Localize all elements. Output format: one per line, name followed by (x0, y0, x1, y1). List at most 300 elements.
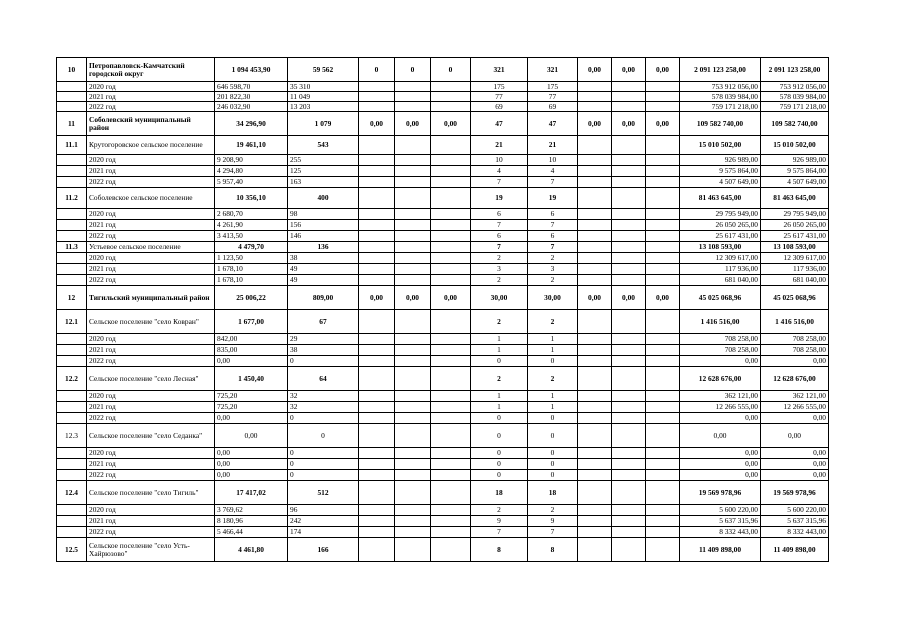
cell-col-5 (359, 402, 395, 413)
cell-col-7 (431, 253, 471, 264)
cell-row-number (57, 82, 87, 92)
cell-col-5 (359, 92, 395, 102)
cell-col-7 (431, 356, 471, 367)
cell-row-number (57, 102, 87, 112)
cell-area: 646 598,70 (215, 82, 288, 92)
cell-col-5 (359, 310, 395, 334)
cell-name: Сельское поселение "село Усть-Хайрюзово" (87, 538, 215, 562)
cell-col-12 (646, 356, 680, 367)
cell-name: 2022 год (87, 470, 215, 481)
cell-col-7 (431, 136, 471, 155)
cell-area: 9 208,90 (215, 155, 288, 166)
cell-col-12 (646, 470, 680, 481)
cell-area: 19 461,10 (215, 136, 288, 155)
cell-col-7 (431, 231, 471, 242)
cell-amount-sum: 926 989,00 (761, 155, 829, 166)
cell-population: 38 (288, 345, 359, 356)
cell-population: 512 (288, 481, 359, 505)
cell-col-11 (612, 413, 646, 424)
cell-col-11 (612, 459, 646, 470)
cell-col-10 (578, 209, 612, 220)
cell-amount-sum: 15 010 502,00 (761, 136, 829, 155)
cell-col-11 (612, 527, 646, 538)
cell-amount-sum: 5 637 315,96 (761, 516, 829, 527)
cell-count-b: 321 (528, 58, 578, 82)
cell-col-7 (431, 538, 471, 562)
cell-row-number (57, 391, 87, 402)
cell-count-a: 2 (471, 253, 528, 264)
cell-col-5 (359, 264, 395, 275)
year-row (57, 177, 829, 188)
cell-count-a: 0 (471, 459, 528, 470)
cell-count-b: 6 (528, 209, 578, 220)
cell-name: 2021 год (87, 220, 215, 231)
cell-col-6 (395, 264, 431, 275)
cell-amount-total: 12 309 617,00 (680, 253, 761, 264)
year-row (57, 102, 829, 112)
cell-col-12: 0,00 (646, 286, 680, 310)
cell-amount-sum: 12 309 617,00 (761, 253, 829, 264)
cell-count-b: 47 (528, 112, 578, 136)
cell-col-7 (431, 92, 471, 102)
cell-col-6 (395, 516, 431, 527)
cell-col-11 (612, 82, 646, 92)
cell-col-11 (612, 275, 646, 286)
cell-amount-sum: 81 463 645,00 (761, 188, 829, 209)
cell-col-6 (395, 310, 431, 334)
cell-count-a: 2 (471, 310, 528, 334)
cell-col-11 (612, 92, 646, 102)
cell-count-b: 175 (528, 82, 578, 92)
cell-population: 174 (288, 527, 359, 538)
cell-col-7 (431, 334, 471, 345)
cell-area: 1 678,10 (215, 264, 288, 275)
year-row (57, 209, 829, 220)
cell-col-12 (646, 92, 680, 102)
cell-count-a: 6 (471, 209, 528, 220)
cell-count-b: 7 (528, 242, 578, 253)
cell-name: 2022 год (87, 275, 215, 286)
cell-col-7 (431, 242, 471, 253)
entity-row (57, 112, 829, 136)
cell-population: 163 (288, 177, 359, 188)
cell-area: 10 356,10 (215, 188, 288, 209)
cell-count-a: 6 (471, 231, 528, 242)
cell-count-b: 77 (528, 92, 578, 102)
cell-col-12 (646, 242, 680, 253)
cell-count-b: 2 (528, 275, 578, 286)
cell-count-a: 19 (471, 188, 528, 209)
cell-count-a: 0 (471, 448, 528, 459)
year-row (57, 275, 829, 286)
cell-name: Сельское поселение "село Лесная" (87, 367, 215, 391)
cell-count-a: 0 (471, 356, 528, 367)
cell-row-number (57, 516, 87, 527)
cell-col-10 (578, 356, 612, 367)
cell-col-12 (646, 391, 680, 402)
year-row (57, 82, 829, 92)
cell-area: 1 450,40 (215, 367, 288, 391)
cell-population: 809,00 (288, 286, 359, 310)
cell-row-number: 11.3 (57, 242, 87, 253)
cell-row-number (57, 264, 87, 275)
cell-amount-total: 0,00 (680, 448, 761, 459)
cell-population: 125 (288, 166, 359, 177)
cell-col-10 (578, 459, 612, 470)
cell-count-a: 8 (471, 538, 528, 562)
cell-count-a: 1 (471, 345, 528, 356)
cell-col-12 (646, 102, 680, 112)
cell-col-11 (612, 345, 646, 356)
cell-col-10 (578, 402, 612, 413)
cell-col-6 (395, 481, 431, 505)
cell-col-10 (578, 242, 612, 253)
entity-row (57, 367, 829, 391)
cell-name: 2020 год (87, 505, 215, 516)
cell-count-b: 8 (528, 538, 578, 562)
cell-col-7 (431, 527, 471, 538)
cell-amount-total: 362 121,00 (680, 391, 761, 402)
cell-col-5: 0 (359, 58, 395, 82)
cell-col-6 (395, 527, 431, 538)
cell-col-11 (612, 481, 646, 505)
cell-col-6 (395, 402, 431, 413)
cell-count-b: 7 (528, 220, 578, 231)
cell-col-11: 0,00 (612, 112, 646, 136)
cell-col-6 (395, 177, 431, 188)
cell-col-5 (359, 231, 395, 242)
cell-count-b: 0 (528, 448, 578, 459)
cell-col-11 (612, 538, 646, 562)
cell-count-b: 30,00 (528, 286, 578, 310)
cell-count-a: 0 (471, 413, 528, 424)
cell-col-6 (395, 424, 431, 448)
cell-amount-total: 0,00 (680, 413, 761, 424)
year-row (57, 231, 829, 242)
cell-col-7 (431, 459, 471, 470)
cell-col-7 (431, 220, 471, 231)
year-row (57, 356, 829, 367)
cell-col-5 (359, 527, 395, 538)
entity-row (57, 242, 829, 253)
cell-count-a: 7 (471, 220, 528, 231)
cell-col-7 (431, 448, 471, 459)
cell-amount-total: 81 463 645,00 (680, 188, 761, 209)
cell-amount-sum: 45 025 068,96 (761, 286, 829, 310)
cell-col-10 (578, 481, 612, 505)
cell-col-7 (431, 102, 471, 112)
cell-count-b: 0 (528, 356, 578, 367)
cell-count-b: 19 (528, 188, 578, 209)
cell-count-a: 0 (471, 424, 528, 448)
cell-count-a: 47 (471, 112, 528, 136)
cell-count-a: 321 (471, 58, 528, 82)
cell-row-number: 11.1 (57, 136, 87, 155)
cell-name: 2020 год (87, 391, 215, 402)
cell-population: 242 (288, 516, 359, 527)
cell-col-12 (646, 527, 680, 538)
cell-name: 2020 год (87, 448, 215, 459)
cell-col-10: 0,00 (578, 286, 612, 310)
cell-count-b: 2 (528, 310, 578, 334)
cell-col-11 (612, 155, 646, 166)
cell-count-b: 9 (528, 516, 578, 527)
cell-col-12 (646, 448, 680, 459)
cell-col-10 (578, 505, 612, 516)
entity-row (57, 481, 829, 505)
cell-count-a: 3 (471, 264, 528, 275)
cell-count-b: 7 (528, 527, 578, 538)
entity-row (57, 310, 829, 334)
cell-amount-sum: 0,00 (761, 356, 829, 367)
cell-area: 0,00 (215, 470, 288, 481)
cell-count-b: 7 (528, 177, 578, 188)
year-row (57, 470, 829, 481)
cell-col-5 (359, 136, 395, 155)
cell-amount-total: 0,00 (680, 356, 761, 367)
cell-population: 11 049 (288, 92, 359, 102)
cell-area: 0,00 (215, 356, 288, 367)
cell-col-12: 0,00 (646, 58, 680, 82)
cell-col-6: 0,00 (395, 286, 431, 310)
cell-col-11 (612, 516, 646, 527)
cell-count-a: 1 (471, 334, 528, 345)
cell-amount-sum: 759 171 218,00 (761, 102, 829, 112)
cell-col-5 (359, 538, 395, 562)
cell-col-11 (612, 136, 646, 155)
cell-col-10 (578, 391, 612, 402)
cell-col-12 (646, 177, 680, 188)
year-row (57, 391, 829, 402)
cell-col-10 (578, 345, 612, 356)
cell-col-7 (431, 391, 471, 402)
cell-col-6 (395, 220, 431, 231)
cell-population: 29 (288, 334, 359, 345)
cell-col-5 (359, 356, 395, 367)
cell-area: 1 094 453,90 (215, 58, 288, 82)
cell-col-6 (395, 538, 431, 562)
cell-area: 1 678,10 (215, 275, 288, 286)
cell-area: 4 461,80 (215, 538, 288, 562)
cell-col-12 (646, 367, 680, 391)
cell-amount-total: 9 575 864,00 (680, 166, 761, 177)
cell-amount-total: 13 108 593,00 (680, 242, 761, 253)
cell-amount-total: 19 569 978,96 (680, 481, 761, 505)
cell-col-12 (646, 220, 680, 231)
cell-row-number (57, 231, 87, 242)
cell-col-6: 0,00 (395, 112, 431, 136)
cell-count-b: 0 (528, 413, 578, 424)
cell-population: 32 (288, 402, 359, 413)
cell-col-12: 0,00 (646, 112, 680, 136)
cell-col-6 (395, 155, 431, 166)
cell-area: 0,00 (215, 459, 288, 470)
cell-col-12 (646, 481, 680, 505)
cell-count-b: 4 (528, 166, 578, 177)
cell-col-11 (612, 231, 646, 242)
cell-col-11 (612, 177, 646, 188)
cell-area: 1 677,00 (215, 310, 288, 334)
cell-col-7 (431, 505, 471, 516)
entity-row (57, 136, 829, 155)
cell-col-12 (646, 231, 680, 242)
cell-row-number (57, 459, 87, 470)
cell-col-11 (612, 253, 646, 264)
cell-col-10 (578, 334, 612, 345)
cell-col-11: 0,00 (612, 286, 646, 310)
cell-col-6 (395, 275, 431, 286)
cell-col-10 (578, 367, 612, 391)
cell-count-a: 175 (471, 82, 528, 92)
cell-col-7: 0,00 (431, 286, 471, 310)
year-row (57, 92, 829, 102)
cell-population: 64 (288, 367, 359, 391)
cell-amount-sum: 1 416 516,00 (761, 310, 829, 334)
cell-col-5 (359, 448, 395, 459)
cell-col-5 (359, 459, 395, 470)
entity-row (57, 286, 829, 310)
cell-area: 1 123,50 (215, 253, 288, 264)
cell-col-6 (395, 166, 431, 177)
cell-amount-total: 759 171 218,00 (680, 102, 761, 112)
cell-area: 8 180,96 (215, 516, 288, 527)
year-row (57, 516, 829, 527)
cell-count-a: 2 (471, 505, 528, 516)
cell-amount-sum: 26 050 265,00 (761, 220, 829, 231)
cell-row-number (57, 470, 87, 481)
year-row (57, 459, 829, 470)
cell-col-6: 0 (395, 58, 431, 82)
cell-name: 2020 год (87, 209, 215, 220)
cell-population: 1 079 (288, 112, 359, 136)
cell-col-10 (578, 220, 612, 231)
cell-population: 49 (288, 264, 359, 275)
cell-amount-sum: 362 121,00 (761, 391, 829, 402)
cell-col-10: 0,00 (578, 58, 612, 82)
cell-name: 2022 год (87, 527, 215, 538)
cell-name: 2021 год (87, 459, 215, 470)
cell-col-6 (395, 448, 431, 459)
cell-area: 842,00 (215, 334, 288, 345)
cell-name: 2020 год (87, 253, 215, 264)
cell-row-number (57, 402, 87, 413)
cell-area: 5 466,44 (215, 527, 288, 538)
cell-col-12 (646, 275, 680, 286)
cell-population: 38 (288, 253, 359, 264)
cell-area: 0,00 (215, 448, 288, 459)
cell-count-b: 1 (528, 391, 578, 402)
cell-population: 0 (288, 459, 359, 470)
cell-col-12 (646, 264, 680, 275)
cell-area: 0,00 (215, 413, 288, 424)
cell-row-number: 12 (57, 286, 87, 310)
cell-amount-sum: 25 617 431,00 (761, 231, 829, 242)
cell-area: 17 417,02 (215, 481, 288, 505)
cell-col-7 (431, 177, 471, 188)
cell-count-a: 9 (471, 516, 528, 527)
cell-col-6 (395, 82, 431, 92)
cell-col-10 (578, 177, 612, 188)
cell-col-11 (612, 242, 646, 253)
cell-count-a: 7 (471, 177, 528, 188)
cell-col-7 (431, 367, 471, 391)
cell-population: 400 (288, 188, 359, 209)
cell-name: 2022 год (87, 413, 215, 424)
cell-amount-sum: 11 409 898,00 (761, 538, 829, 562)
cell-col-6 (395, 505, 431, 516)
cell-col-12 (646, 82, 680, 92)
cell-row-number (57, 356, 87, 367)
cell-area: 2 680,70 (215, 209, 288, 220)
cell-row-number (57, 527, 87, 538)
cell-name: 2021 год (87, 166, 215, 177)
cell-col-12 (646, 334, 680, 345)
cell-col-10 (578, 470, 612, 481)
cell-row-number: 12.1 (57, 310, 87, 334)
cell-count-b: 1 (528, 402, 578, 413)
cell-col-7 (431, 481, 471, 505)
cell-col-10 (578, 424, 612, 448)
cell-name: 2021 год (87, 516, 215, 527)
cell-amount-total: 29 795 949,00 (680, 209, 761, 220)
cell-row-number: 12.5 (57, 538, 87, 562)
cell-row-number (57, 155, 87, 166)
cell-amount-total: 8 332 443,00 (680, 527, 761, 538)
cell-count-a: 0 (471, 470, 528, 481)
cell-area: 725,20 (215, 391, 288, 402)
cell-col-6 (395, 231, 431, 242)
year-row (57, 264, 829, 275)
cell-col-12 (646, 345, 680, 356)
cell-col-6 (395, 209, 431, 220)
cell-col-12 (646, 402, 680, 413)
cell-col-7 (431, 209, 471, 220)
cell-amount-sum: 681 040,00 (761, 275, 829, 286)
cell-amount-total: 5 600 220,00 (680, 505, 761, 516)
cell-population: 0 (288, 413, 359, 424)
cell-name: Соболевское сельское поселение (87, 188, 215, 209)
year-row (57, 345, 829, 356)
year-row (57, 334, 829, 345)
cell-col-10 (578, 264, 612, 275)
cell-count-b: 2 (528, 367, 578, 391)
cell-population: 146 (288, 231, 359, 242)
cell-col-5 (359, 516, 395, 527)
cell-amount-total: 0,00 (680, 470, 761, 481)
cell-area: 34 296,90 (215, 112, 288, 136)
cell-amount-total: 1 416 516,00 (680, 310, 761, 334)
table-body (57, 58, 829, 562)
cell-amount-sum: 2 091 123 258,00 (761, 58, 829, 82)
cell-amount-total: 708 258,00 (680, 334, 761, 345)
cell-area: 835,00 (215, 345, 288, 356)
cell-col-6 (395, 391, 431, 402)
cell-name: Петропавловск-Камчатский городской округ (87, 58, 215, 82)
cell-col-12 (646, 136, 680, 155)
cell-amount-total: 12 628 676,00 (680, 367, 761, 391)
cell-col-12 (646, 166, 680, 177)
cell-amount-total: 0,00 (680, 424, 761, 448)
cell-count-b: 3 (528, 264, 578, 275)
cell-population: 543 (288, 136, 359, 155)
cell-col-7 (431, 516, 471, 527)
entity-row (57, 538, 829, 562)
cell-row-number (57, 177, 87, 188)
cell-col-5 (359, 413, 395, 424)
cell-col-7 (431, 413, 471, 424)
cell-col-10 (578, 527, 612, 538)
cell-col-5 (359, 188, 395, 209)
